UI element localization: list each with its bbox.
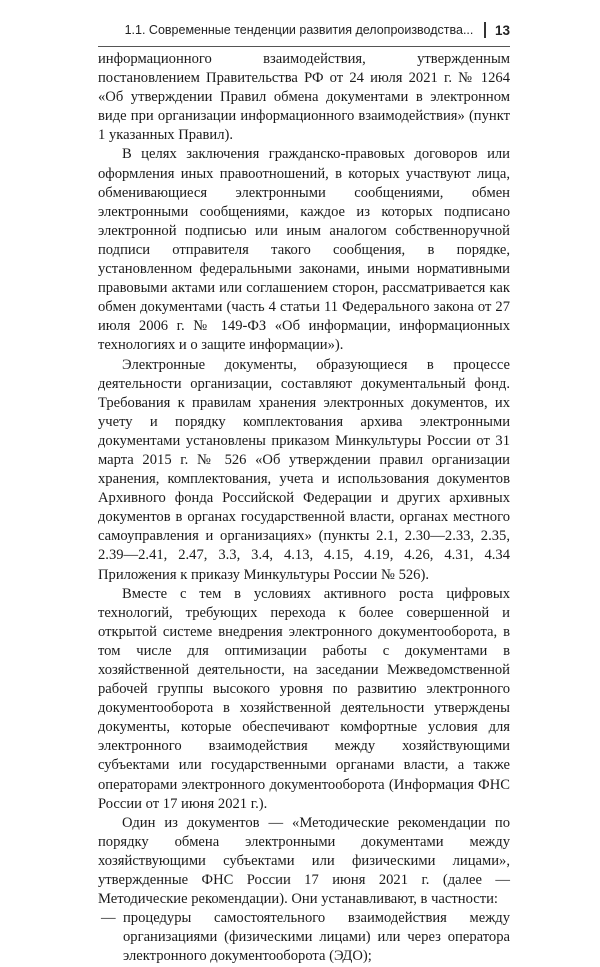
- paragraph: Вместе с тем в условиях активного роста цифровых технологий, требующих перехода к более совершенной и открытой системе внедрения электронного документооборота, в том числе для оптимизации работы с документами в хозяйственной деятельности, на заседании Межведомственной рабочей группы высокого уровня по развитию электронного документооборота в хозяйственной деятельности утверждены документы, которые обеспечивают комфортные условия для электронного взаимодействия между хозяйствующими субъектами или государственными органами власти, а также операторами электронного документооборота (Информация ФНС России от 17 июня 2021 г.).: [98, 585, 510, 812]
- paragraph: В целях заключения гражданско-правовых договоров или оформления иных правоотношений, в которых участвуют лица, обменивающиеся электронными сообщениями, обмен электронными сообщениями, каждое из которых подписано электронной подписью или иным аналогом собственноручной подписи отправителя такого сообщения, в порядке, установленном федеральными законами, иными нормативными правовыми актами или соглашением сторон, рассматривается как обмен документами (часть 4 статьи 11 Федерального закона от 27 июля 2006 г. № 149-ФЗ «Об информации, информационных технологиях и о защите информации»).: [98, 146, 510, 354]
- body-text: [98, 50, 510, 967]
- running-title: 1.1. Современные тенденции развития делопроизводства...: [124, 23, 474, 37]
- header-separator: [484, 22, 486, 38]
- page-number: 13: [494, 22, 510, 38]
- list-marker: —: [101, 910, 116, 927]
- list-item: [98, 909, 510, 966]
- header-rule: [98, 46, 510, 47]
- paragraph: Один из документов — «Методические рекомендации по порядку обмена электронными документами между хозяйствующими субъектами или физическими лицами», утвержденные ФНС России 17 июня 2021 г. (далее — Методические рекомендации). Они устанавливают, в частности:: [98, 814, 510, 908]
- paragraph: Электронные документы, образующиеся в процессе деятельности организации, составляют документальный фонд. Требования к правилам хранения электронных документов, их учету и порядку комплектования архива электронными документами установлены приказом Минкультуры России от 31 марта 2015 г. № 526 «Об утверждении правил организации хранения, комплектования, учета и использования документов Архивного фонда Российской Федерации и других архивных документов в органах государственной власти, органах местного самоуправления и организациях» (пункты 2.1, 2.30—2.33, 2.35, 2.39—2.41, 2.47, 3.3, 3.4, 4.13, 4.15, 4.19, 4.26, 4.31, 4.34 Приложения к приказу Минкультуры России № 526).: [98, 356, 510, 583]
- list-item-text: процедуры самостоятельного взаимодействия между организациями (физическими лицами) или через оператора электронного документооборота (ЭДО);: [123, 910, 510, 965]
- paragraph: информационного взаимодействия, утвержденным постановлением Правительства РФ от 24 июля 2021 г. № 1264 «Об утверждении Правил обмена документами в электронном виде при организации информационного взаимодействия» (пункт 1 указанных Правил).: [98, 51, 510, 144]
- running-head: [98, 22, 510, 38]
